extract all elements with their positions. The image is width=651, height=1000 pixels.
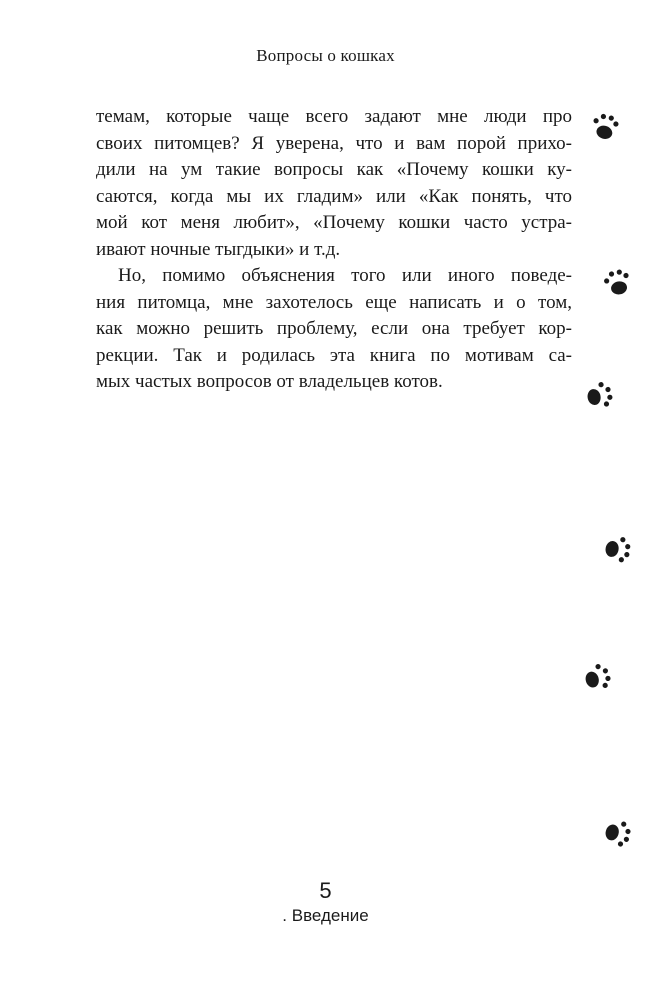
- paw-print-icon: [578, 656, 618, 699]
- text-line: как можно решить проблему, если она требует кор-: [96, 318, 572, 339]
- paw-print-icon: [599, 529, 637, 570]
- page-number: 5: [319, 878, 332, 903]
- text-line: ния питомца, мне захотелось еще написать и о том,: [96, 291, 572, 313]
- paw-print-icon: [597, 263, 638, 301]
- paw-print-icon: [582, 106, 625, 146]
- paw-print-icon: [581, 375, 619, 416]
- text-line: саются, когда мы их гладим» или «Как понять, что: [96, 185, 572, 207]
- section-footer: . Введение: [282, 906, 369, 925]
- body-text: [96, 104, 572, 396]
- text-line: темам, которые чаще всего задают мне люди про: [96, 106, 572, 127]
- text-line: мой кот меня любит», «Почему кошки часто устра-: [96, 212, 572, 233]
- paw-print-icon: [598, 812, 638, 855]
- text-line: своих питомцев? Я уверена, что и вам порой прихо-: [96, 132, 572, 154]
- text-line: Но, помимо объяснения того или иного поведе-: [118, 265, 572, 286]
- text-line: мых частых вопросов от владельцев котов.: [96, 371, 443, 392]
- text-line: дили на ум такие вопросы как «Почему кошки ку-: [96, 159, 572, 180]
- running-header: Вопросы о кошках: [256, 46, 395, 65]
- text-line: ивают ночные тыгдыки» и т.д.: [96, 238, 341, 260]
- text-line: рекции. Так и родилась эта книга по мотивам са-: [96, 344, 572, 366]
